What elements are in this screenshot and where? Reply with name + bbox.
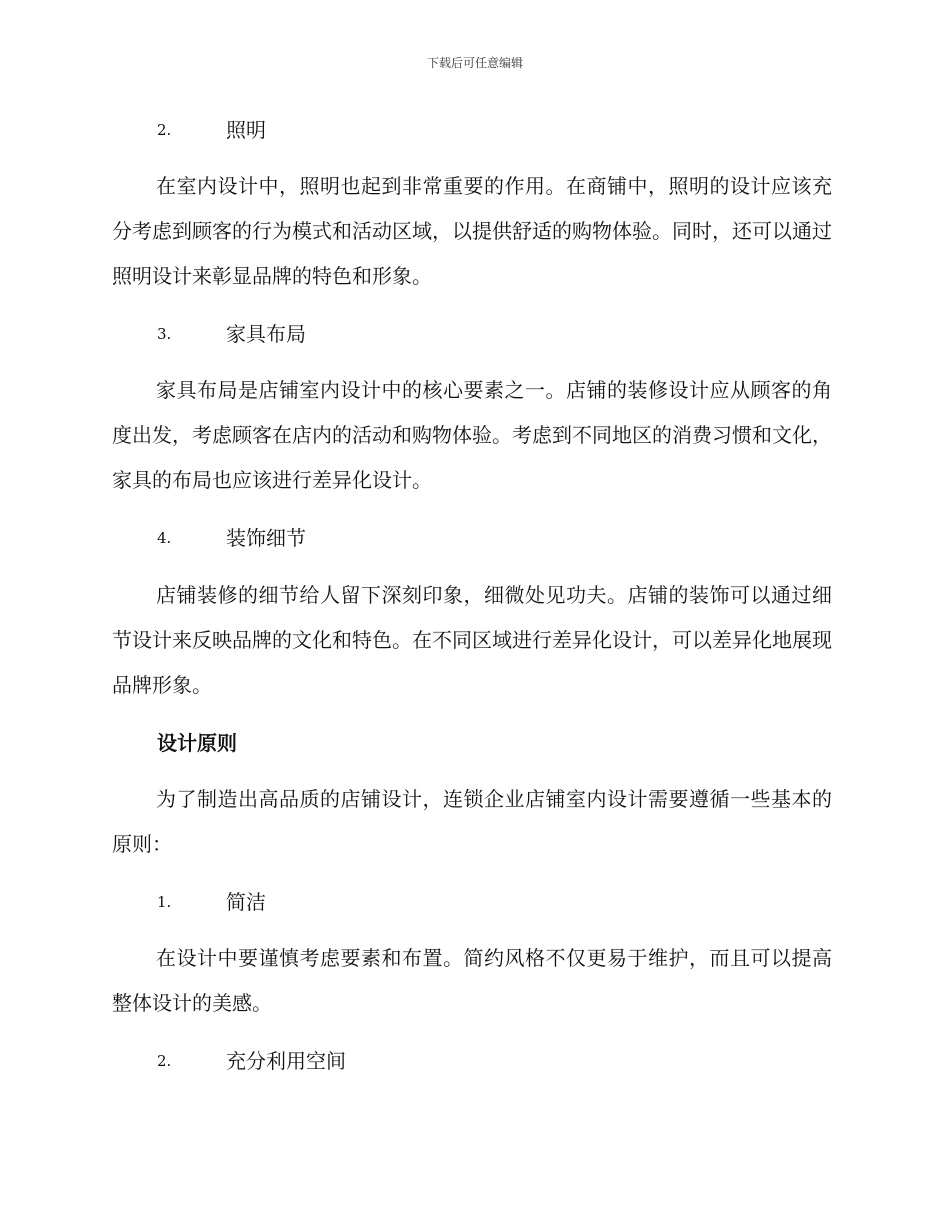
list-title: 家具布局	[226, 322, 306, 346]
list-title: 装饰细节	[226, 526, 306, 550]
list-heading-space-usage	[157, 1046, 346, 1076]
list-number: 1.	[157, 893, 172, 911]
list-number: 2.	[157, 1052, 172, 1070]
list-title: 简洁	[226, 890, 266, 914]
paragraph-decoration-details: 店铺装修的细节给人留下深刻印象，细微处见功夫。店铺的装饰可以通过细节设计来反映品牌的文化和特色。在不同区域进行差异化设计，可以差异化地展现品牌形象。	[112, 583, 832, 697]
list-heading-simplicity	[157, 887, 266, 917]
list-heading-lighting	[157, 115, 266, 145]
section-heading-design-principles: 设计原则	[157, 731, 237, 755]
paragraph-lighting: 在室内设计中，照明也起到非常重要的作用。在商铺中，照明的设计应该充分考虑到顾客的行为模式和活动区域，以提供舒适的购物体验。同时，还可以通过照明设计来彰显品牌的特色和形象。	[112, 174, 832, 288]
list-title: 充分利用空间	[226, 1049, 346, 1073]
header-note: 下载后可任意编辑	[426, 56, 523, 70]
paragraph-principles-intro: 为了制造出高品质的店铺设计，连锁企业店铺室内设计需要遵循一些基本的原则：	[112, 787, 832, 856]
list-number: 3.	[157, 325, 172, 343]
list-number: 4.	[157, 529, 172, 547]
list-number: 2.	[157, 121, 172, 139]
list-heading-decoration-details	[157, 523, 306, 553]
list-title: 照明	[226, 118, 266, 142]
list-heading-furniture-layout	[157, 319, 306, 349]
paragraph-simplicity: 在设计中要谨慎考虑要素和布置。简约风格不仅更易于维护，而且可以提高整体设计的美感。	[112, 946, 832, 1015]
paragraph-furniture-layout: 家具布局是店铺室内设计中的核心要素之一。店铺的装修设计应从顾客的角度出发，考虑顾客在店内的活动和购物体验。考虑到不同地区的消费习惯和文化，家具的布局也应该进行差异化设计。	[112, 378, 832, 492]
